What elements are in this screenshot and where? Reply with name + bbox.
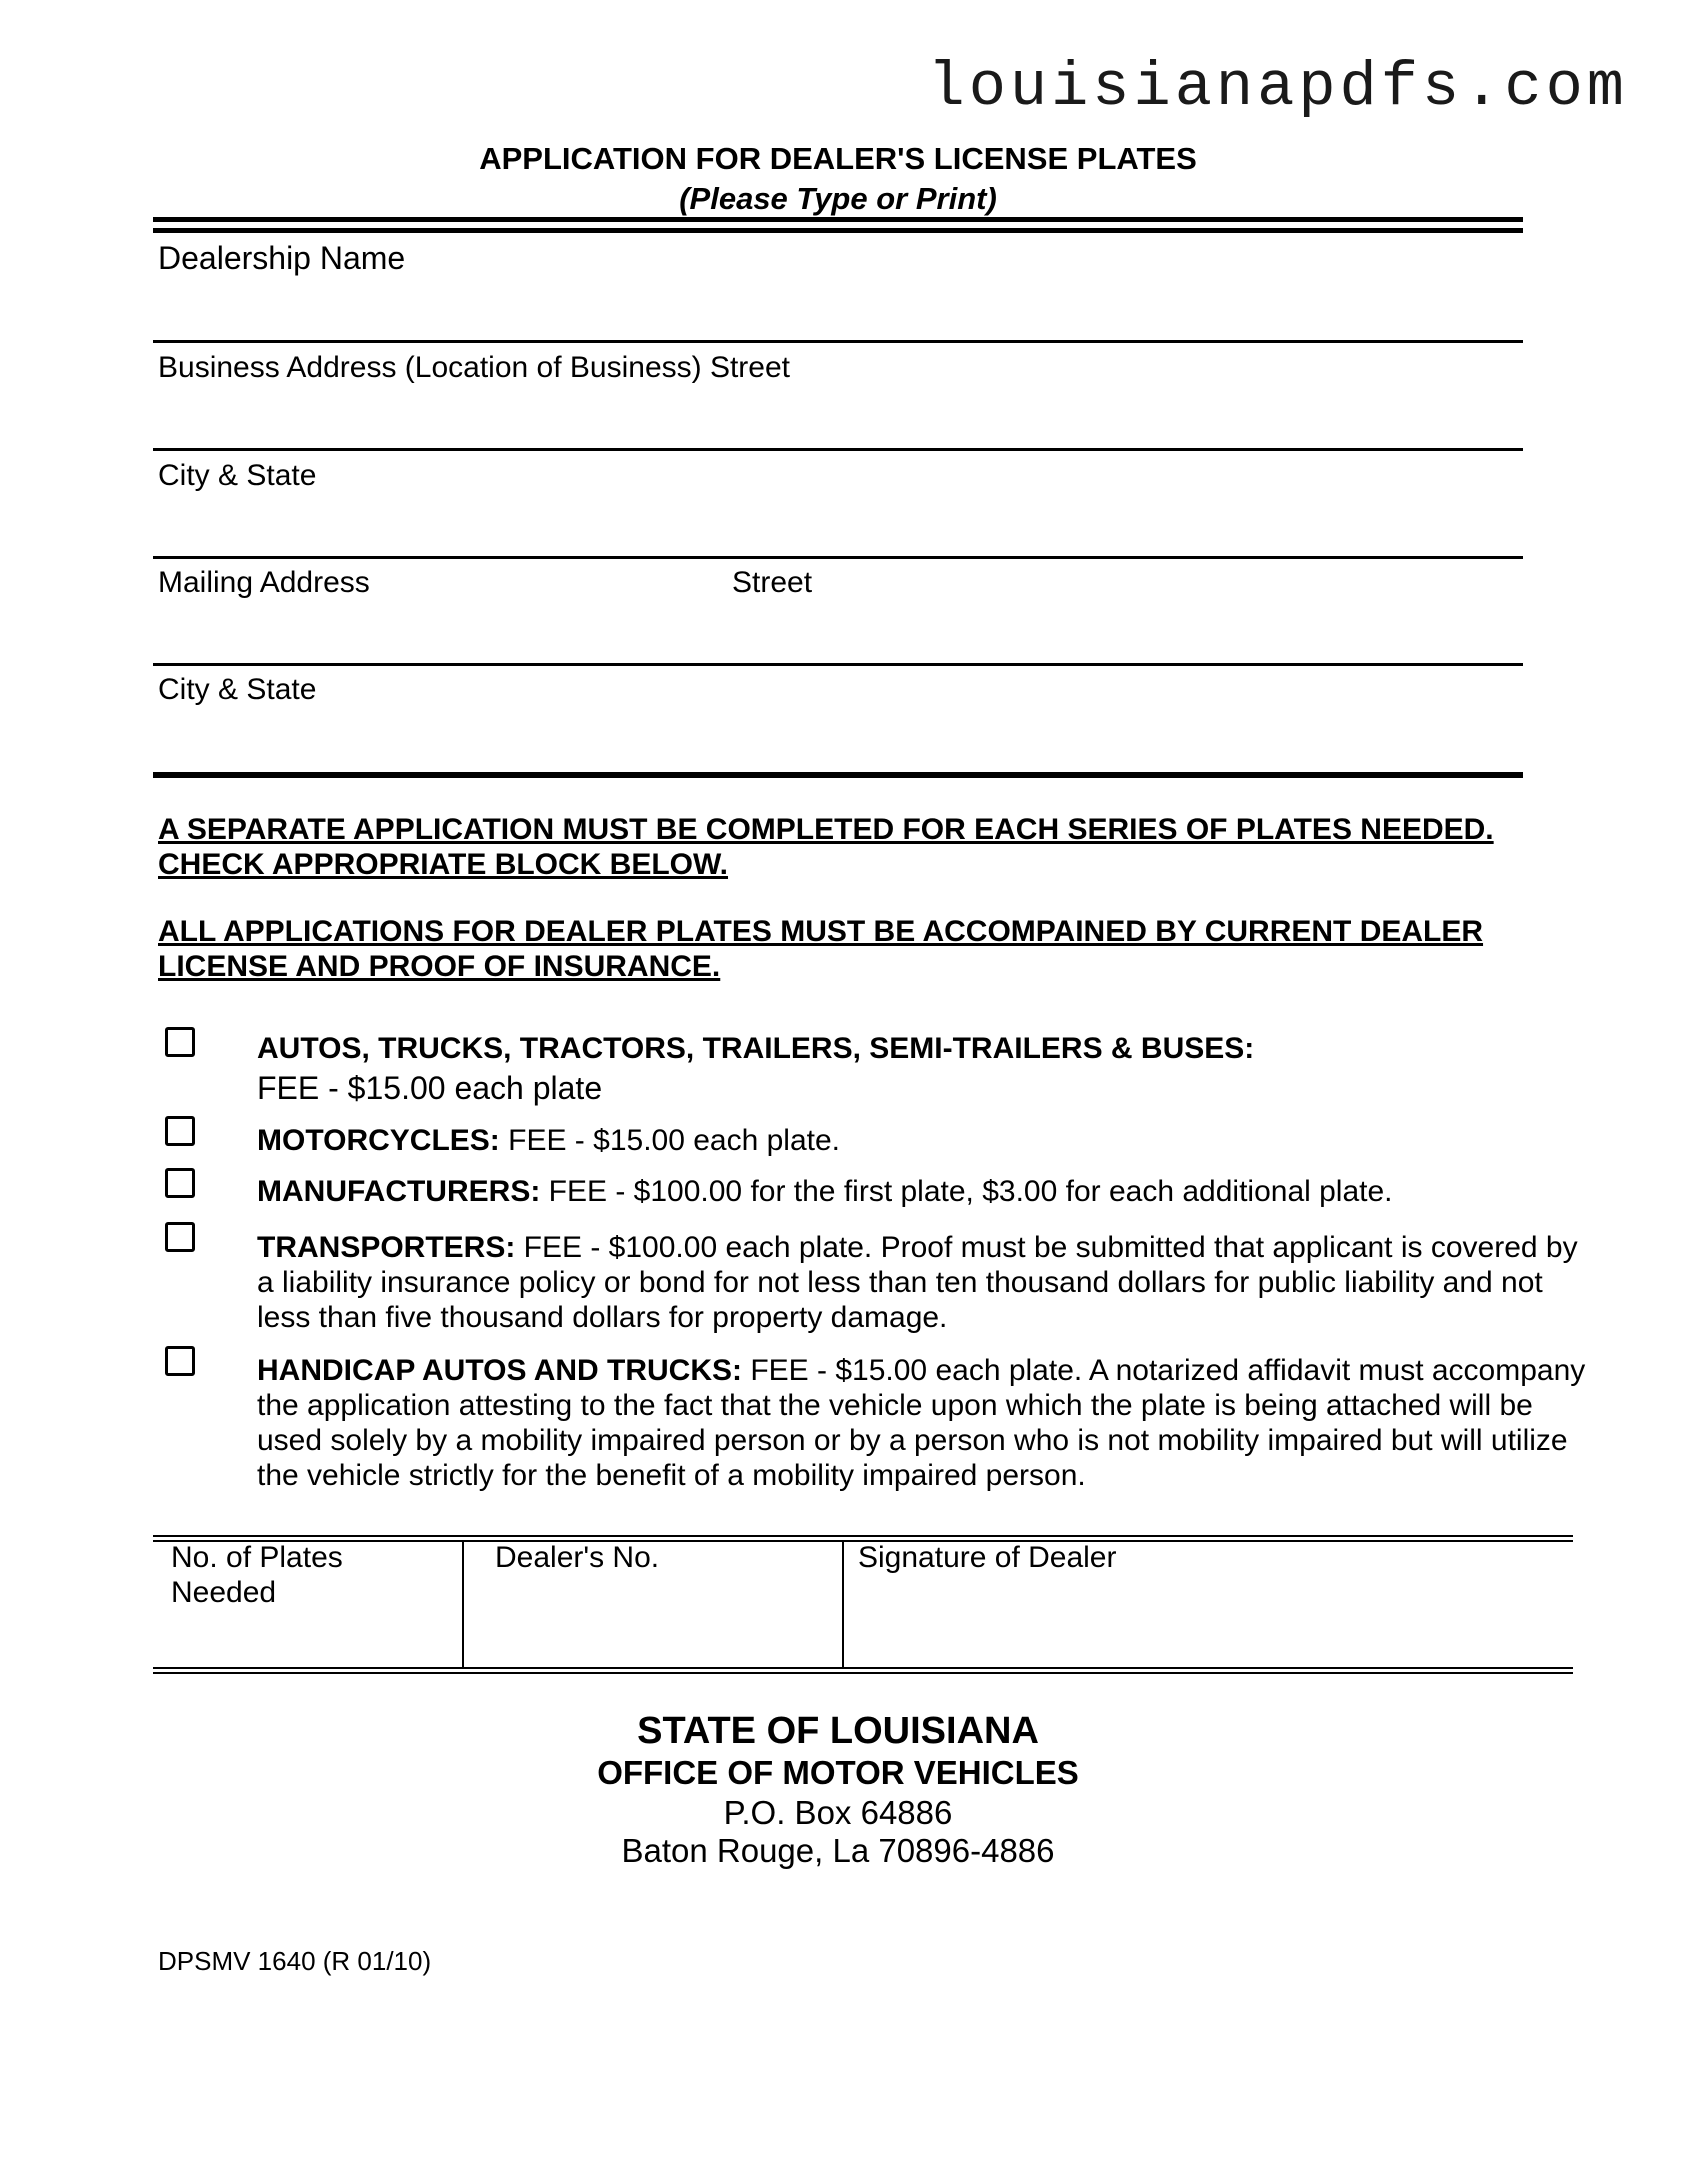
checkbox-autos-trucks[interactable] [165,1027,195,1057]
table-rule-bottom-1 [153,1667,1573,1669]
dealer-signature-field[interactable] [858,1620,1562,1662]
dealer-number-label: Dealer's No. [495,1541,660,1574]
dealership-name-line [153,340,1523,343]
mailing-city-state-field[interactable] [158,722,1522,764]
footer-state: STATE OF LOUISIANA [637,1710,1039,1752]
checkbox-transporters[interactable] [165,1222,195,1252]
option-transporters [257,1230,1587,1335]
checkbox-manufacturers[interactable] [165,1168,195,1198]
dealership-name-field[interactable] [158,290,1522,332]
form-number: DPSMV 1640 (R 01/10) [158,1946,432,1976]
dealer-number-field[interactable] [495,1620,829,1662]
table-rule-bottom-2 [153,1672,1573,1674]
table-divider-2 [842,1540,844,1667]
option-manufacturers-heading: MANUFACTURERS: [257,1175,541,1208]
mailing-address-field[interactable] [158,613,1522,655]
option-autos-heading: AUTOS, TRUCKS, TRACTORS, TRAILERS, SEMI-TRAILERS & BUSES: [257,1032,1255,1065]
business-city-state-label: City & State [158,459,317,492]
option-handicap [257,1353,1587,1493]
mailing-address-label: Mailing Address [158,566,370,599]
option-handicap-fee: FEE - $15.00 each plate. A notarized affidavit must accompany the application attesting to the fact that the vehicle upon which the plate is being attached will be used solely by a mobility impaired person or by a person who is not mobility impaired but will utilize the vehicle strictly for the benefit of a mobility impaired person. [257,1354,1586,1492]
table-rule-top-1 [153,1535,1573,1537]
mailing-street-label: Street [732,566,813,599]
separate-application-notice: A SEPARATE APPLICATION MUST BE COMPLETED FOR EACH SERIES OF PLATES NEEDED. CHECK APPROPRIATE BLOCK BELOW. [158,813,1494,881]
form-title: APPLICATION FOR DEALER'S LICENSE PLATES [479,141,1197,176]
business-city-state-field[interactable] [158,506,1522,548]
form-subtitle: (Please Type or Print) [679,181,997,216]
business-city-state-line [153,556,1523,559]
footer-city: Baton Rouge, La 70896-4886 [621,1832,1055,1869]
plates-needed-field[interactable] [171,1620,455,1662]
dealership-name-label: Dealership Name [158,240,406,276]
footer-office: OFFICE OF MOTOR VEHICLES [597,1754,1079,1791]
dealer-signature-label: Signature of Dealer [858,1541,1117,1574]
table-divider-1 [462,1540,464,1667]
option-autos-fee: FEE - $15.00 each plate [257,1070,603,1106]
header-rule-bottom [153,228,1523,233]
option-transporters-heading: TRANSPORTERS: [257,1231,516,1264]
mailing-address-line [153,663,1523,666]
option-transporters-fee: FEE - $100.00 each plate. Proof must be submitted that applicant is covered by a liability insurance policy or bond for not less than ten thousand dollars for public liability and not less than five thousand dollars for property damage. [257,1231,1578,1334]
option-manufacturers [257,1175,1547,1209]
plates-needed-label: No. of Plates Needed [171,1541,343,1609]
header-rule-top [153,217,1523,222]
watermark: louisianapdfs.com [927,52,1628,123]
business-address-label: Business Address (Location of Business) Street [158,351,790,384]
option-motorcycles [257,1124,1547,1158]
requirements-notice: ALL APPLICATIONS FOR DEALER PLATES MUST BE ACCOMPAINED BY CURRENT DEALER LICENSE AND PROOF OF INSURANCE. [158,915,1484,983]
business-address-field[interactable] [158,398,1522,440]
address-section-rule [153,772,1523,778]
option-autos-trucks [257,1032,1547,1110]
option-motorcycles-heading: MOTORCYCLES: [257,1124,500,1157]
business-address-line [153,448,1523,451]
option-manufacturers-fee: FEE - $100.00 for the first plate, $3.00 for each additional plate. [540,1175,1393,1208]
checkbox-handicap[interactable] [165,1346,195,1376]
option-motorcycles-fee: FEE - $15.00 each plate. [499,1124,841,1157]
option-handicap-heading: HANDICAP AUTOS AND TRUCKS: [257,1354,743,1387]
footer-po-box: P.O. Box 64886 [723,1794,953,1831]
checkbox-motorcycles[interactable] [165,1116,195,1146]
mailing-city-state-label: City & State [158,673,317,706]
